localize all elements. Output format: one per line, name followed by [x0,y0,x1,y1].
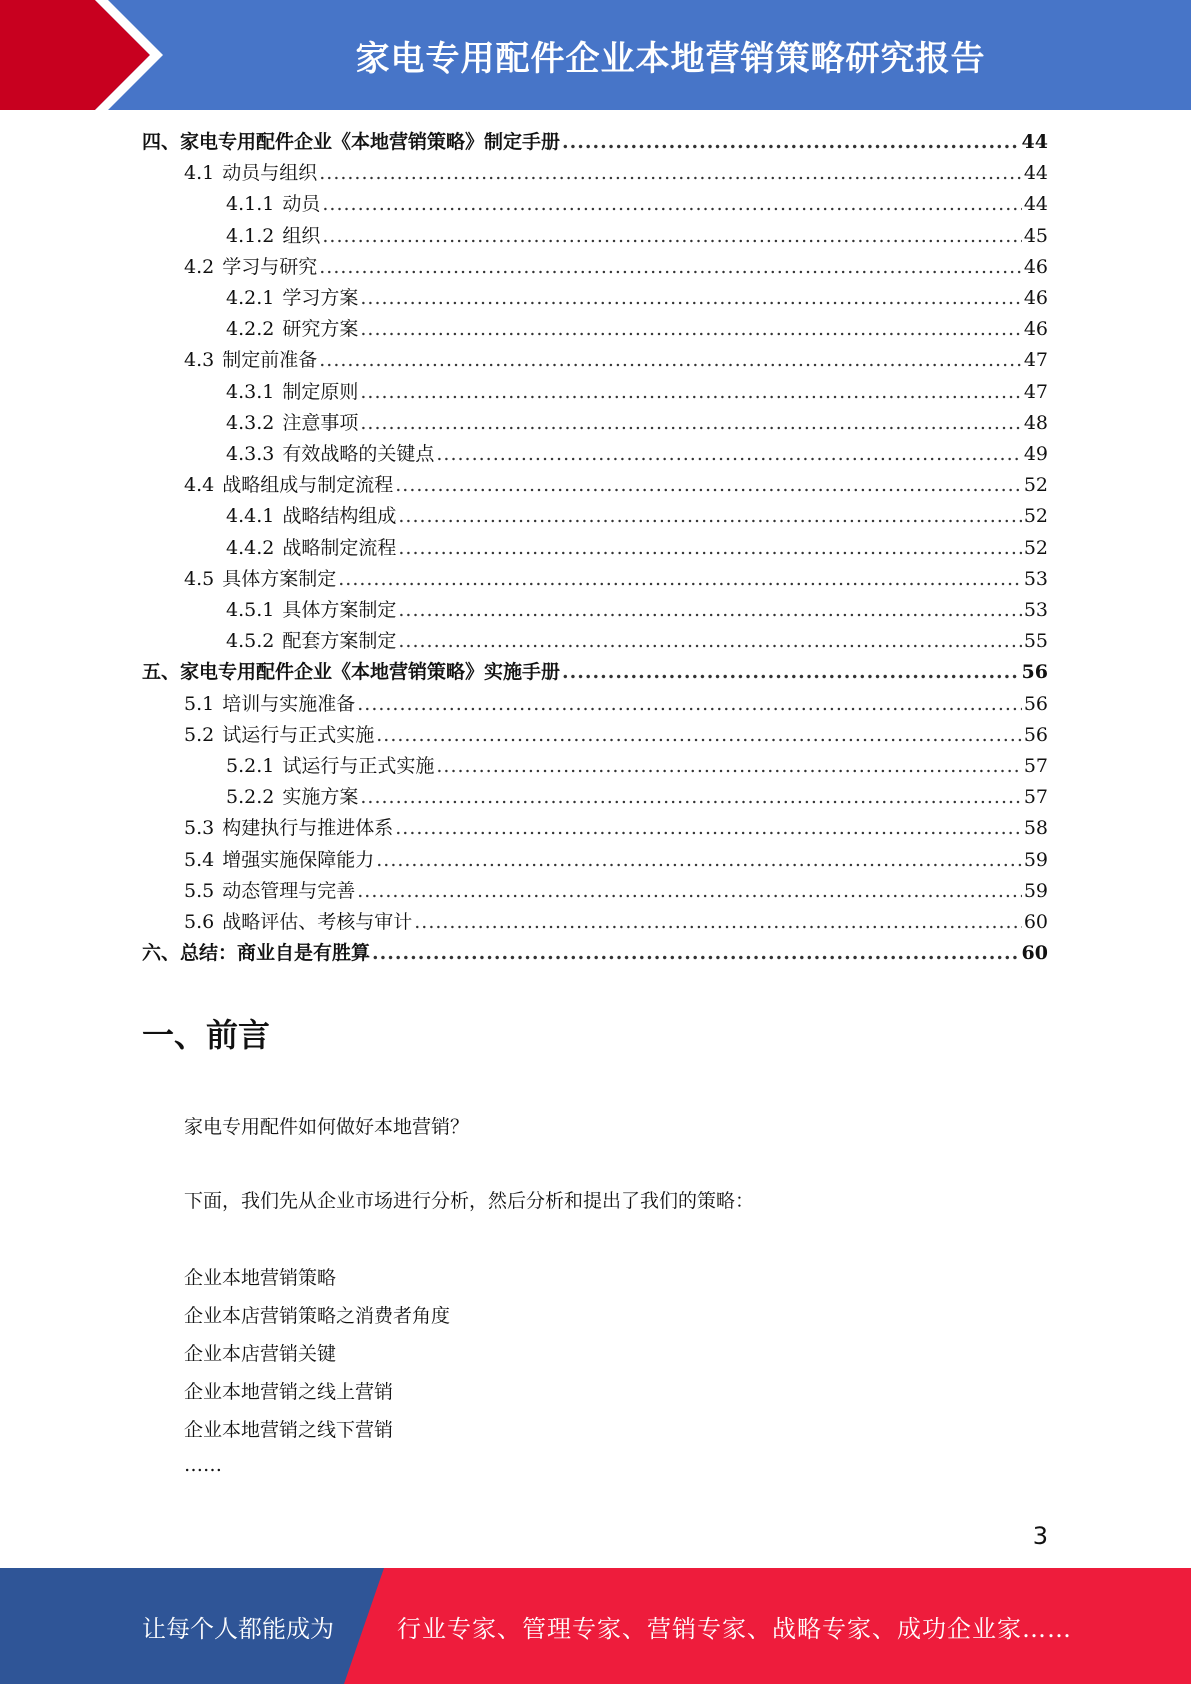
toc-entry[interactable] [226,782,1048,813]
toc-dot-leader [562,127,1020,158]
toc-entry[interactable] [184,158,1048,189]
toc-entry-number: 4.1.1 [226,193,275,216]
toc-entry-label: 动员 [282,193,321,216]
toc-page-number: 59 [1023,879,1048,902]
toc-entry[interactable] [226,283,1048,314]
toc-entry-number: 5.5 [184,879,215,902]
header-banner [0,0,1191,110]
toc-entry-number: 4.3.3 [226,443,275,465]
toc-entry-number: 5.2.1 [226,755,275,777]
toc-dot-leader [360,408,1021,439]
toc-dot-leader [360,377,1021,408]
toc-dot-leader [398,501,1021,532]
toc-dot-leader [436,751,1021,782]
toc-entry-title [226,501,396,532]
toc-entry-number: 4.5.1 [226,599,275,621]
toc-entry-title [226,439,434,470]
toc-page-number: 56 [1023,723,1048,746]
toc-entry-title [184,564,336,595]
toc-entry-label: 实施方案 [282,786,359,809]
toc-dot-leader [398,595,1021,626]
toc-entry-title [184,813,393,844]
toc-dot-leader [395,813,1022,844]
toc-page-number: 47 [1023,349,1048,372]
toc-entry-label: 试运行与正式实施 [222,723,375,746]
toc-entry[interactable] [184,252,1048,283]
toc-entry[interactable] [226,408,1048,439]
toc-entry[interactable] [226,189,1048,220]
intro-paragraph: 下面，我们先从企业市场进行分析，然后分析和提出了我们的策略： [184,1190,755,1212]
toc-entry-title [226,283,358,314]
toc-entry-title [184,689,355,720]
toc-entry-number: 4.2.2 [226,318,275,341]
list-item: 企业本店营销策略之消费者角度 [184,1305,451,1327]
toc-page-number: 57 [1023,786,1048,809]
toc-page-number: 52 [1023,505,1048,528]
toc-page-number: 46 [1023,255,1048,278]
toc-entry-label: 研究方案 [282,318,359,341]
toc-dot-leader [360,782,1021,813]
toc-entry-label: 构建执行与推进体系 [222,817,394,840]
toc-entry-label: 培训与实施准备 [222,692,356,715]
toc-entry-title [226,189,320,220]
toc-entry-label: 学习与研究 [222,255,318,278]
toc-entry[interactable] [226,595,1048,626]
toc-entry-title [184,252,317,283]
list-item: 企业本地营销之线下营销 [184,1419,394,1441]
header-title: 家电专用配件企业本地营销策略研究报告 [355,38,986,79]
toc-entry-label: 四、家电专用配件企业《本地营销策略》制定手册 [142,131,561,153]
toc-dot-leader [357,689,1022,720]
toc-entry-number: 5.3 [184,817,215,840]
toc-entry-title [184,845,374,876]
toc-entry-title [184,876,355,907]
toc-entry-title [184,907,412,938]
toc-entry-number: 5.2 [184,723,215,746]
toc-entry-number: 4.2.1 [226,287,275,309]
toc-entry-number: 4.4 [184,474,215,497]
toc-entry-label: 试运行与正式实施 [282,755,435,777]
toc-entry[interactable] [142,938,1048,969]
toc-entry[interactable] [184,564,1048,595]
toc-dot-leader [319,345,1022,376]
toc-dot-leader [376,720,1022,751]
toc-entry[interactable] [226,314,1048,345]
toc-entry-number: 4.4.1 [226,505,275,528]
toc-entry-number: 5.2.2 [226,786,275,809]
toc-entry-title [226,751,434,782]
footer-banner [0,1568,1191,1684]
toc-entry[interactable] [184,813,1048,844]
toc-dot-leader [436,439,1021,470]
toc-page-number: 53 [1023,567,1048,590]
toc-entry-label: 战略评估、考核与审计 [222,911,413,933]
toc-entry-title [142,938,370,969]
toc-dot-leader [414,907,1022,938]
toc-entry[interactable] [184,470,1048,501]
toc-entry-title [226,314,358,345]
toc-entry-number: 4.3.1 [226,380,275,403]
toc-entry-label: 具体方案制定 [222,567,337,590]
toc-entry[interactable] [142,657,1048,688]
toc-dot-leader [395,470,1022,501]
toc-entry-number: 5.6 [184,911,215,933]
toc-entry-label: 战略结构组成 [282,505,397,528]
toc-entry[interactable] [226,626,1048,657]
toc-page-number: 56 [1023,692,1048,715]
toc-entry-label: 组织 [282,224,321,247]
intro-question: 家电专用配件如何做好本地营销？ [184,1116,470,1138]
toc-entry-label: 战略制定流程 [282,536,397,559]
toc-page-number: 52 [1023,474,1048,497]
toc-entry-number: 5.1 [184,692,215,715]
toc-dot-leader [372,938,1020,969]
toc-entry-label: 制定原则 [282,380,359,403]
toc-page-number: 44 [1023,162,1048,185]
toc-entry-title [184,345,317,376]
toc-entry[interactable] [226,501,1048,532]
toc-dot-leader [360,283,1021,314]
toc-entry-title [226,221,320,252]
toc-entry-label: 五、家电专用配件企业《本地营销策略》实施手册 [142,661,561,684]
toc-page-number: 44 [1021,131,1048,153]
toc-entry-title [226,533,396,564]
toc-page-number: 55 [1023,630,1048,653]
toc-page-number: 53 [1023,599,1048,621]
toc-entry-label: 有效战略的关键点 [282,443,435,465]
toc-dot-leader [319,158,1022,189]
section-heading: 一、前言 [142,1016,271,1054]
toc-page-number: 47 [1023,380,1048,403]
toc-entry[interactable] [226,221,1048,252]
toc-entry-title [226,408,358,439]
toc-entry-title [142,657,560,688]
toc-dot-leader [322,189,1021,220]
page-number: 3 [1032,1522,1048,1550]
toc-entry-number: 4.1.2 [226,224,275,247]
list-item-ellipsis: …… [184,1454,222,1476]
toc-entry-label: 战略组成与制定流程 [222,474,394,497]
toc-entry[interactable] [226,439,1048,470]
toc-entry-label: 动态管理与完善 [222,879,356,902]
toc-page-number: 60 [1023,911,1048,933]
toc-entry[interactable] [226,751,1048,782]
list-item: 企业本地营销策略 [184,1267,337,1289]
toc-page-number: 60 [1021,942,1048,965]
toc-entry-number: 4.4.2 [226,536,275,559]
toc-entry[interactable] [226,377,1048,408]
toc-entry-title [184,470,393,501]
toc-page-number: 46 [1023,287,1048,309]
toc-entry-title [142,127,560,158]
toc-page-number: 45 [1023,224,1048,247]
toc-page-number: 58 [1023,817,1048,840]
toc-entry[interactable] [184,907,1048,938]
toc-dot-leader [338,564,1022,595]
toc-entry-number: 4.5.2 [226,630,275,653]
toc-dot-leader [398,626,1021,657]
toc-entry[interactable] [226,533,1048,564]
toc-entry-number: 4.3 [184,349,215,372]
toc-entry-number: 4.5 [184,567,215,590]
toc-dot-leader [360,314,1021,345]
toc-dot-leader [376,845,1022,876]
toc-page-number: 49 [1023,443,1048,465]
toc-page-number: 46 [1023,318,1048,341]
toc-dot-leader [319,252,1022,283]
list-item: 企业本店营销关键 [184,1343,337,1365]
toc-entry-label: 增强实施保障能力 [222,848,375,871]
toc-dot-leader [357,876,1022,907]
toc-entry[interactable] [184,689,1048,720]
toc-entry[interactable] [184,345,1048,376]
toc-page-number: 57 [1023,755,1048,777]
toc-entry-title [226,377,358,408]
toc-page-number: 44 [1023,193,1048,216]
footer-slogan-left: 让每个人都能成为 [142,1614,334,1643]
toc-page-number: 52 [1023,536,1048,559]
toc-dot-leader [398,533,1021,564]
toc-entry-title [226,595,396,626]
toc-entry-number: 5.4 [184,848,215,871]
toc-entry-number: 4.2 [184,255,215,278]
toc-entry[interactable] [184,876,1048,907]
toc-entry-label: 制定前准备 [222,349,318,372]
list-item: 企业本地营销之线上营销 [184,1381,394,1403]
toc-entry-label: 配套方案制定 [282,630,397,653]
toc-dot-leader [562,657,1020,688]
toc-page-number: 48 [1023,411,1048,434]
toc-entry-label: 学习方案 [282,287,359,309]
toc-entry-label: 具体方案制定 [282,599,397,621]
toc-entry[interactable] [184,720,1048,751]
toc-entry-title [184,158,317,189]
toc-entry[interactable] [142,127,1048,158]
toc-entry-label: 注意事项 [282,411,359,434]
toc-entry-title [226,626,396,657]
toc-entry-title [226,782,358,813]
toc-entry-number: 4.1 [184,162,215,185]
toc-entry-label: 六、总结：商业自是有胜算 [142,942,371,965]
toc-page-number: 59 [1023,848,1048,871]
toc-entry-title [184,720,374,751]
footer-slogan-right: 行业专家、管理专家、营销专家、战略专家、成功企业家…… [397,1614,1072,1643]
toc-entry-number: 4.3.2 [226,411,275,434]
toc-entry[interactable] [184,845,1048,876]
toc-entry-label: 动员与组织 [222,162,318,185]
toc-page-number: 56 [1021,661,1048,684]
toc-dot-leader [322,221,1021,252]
